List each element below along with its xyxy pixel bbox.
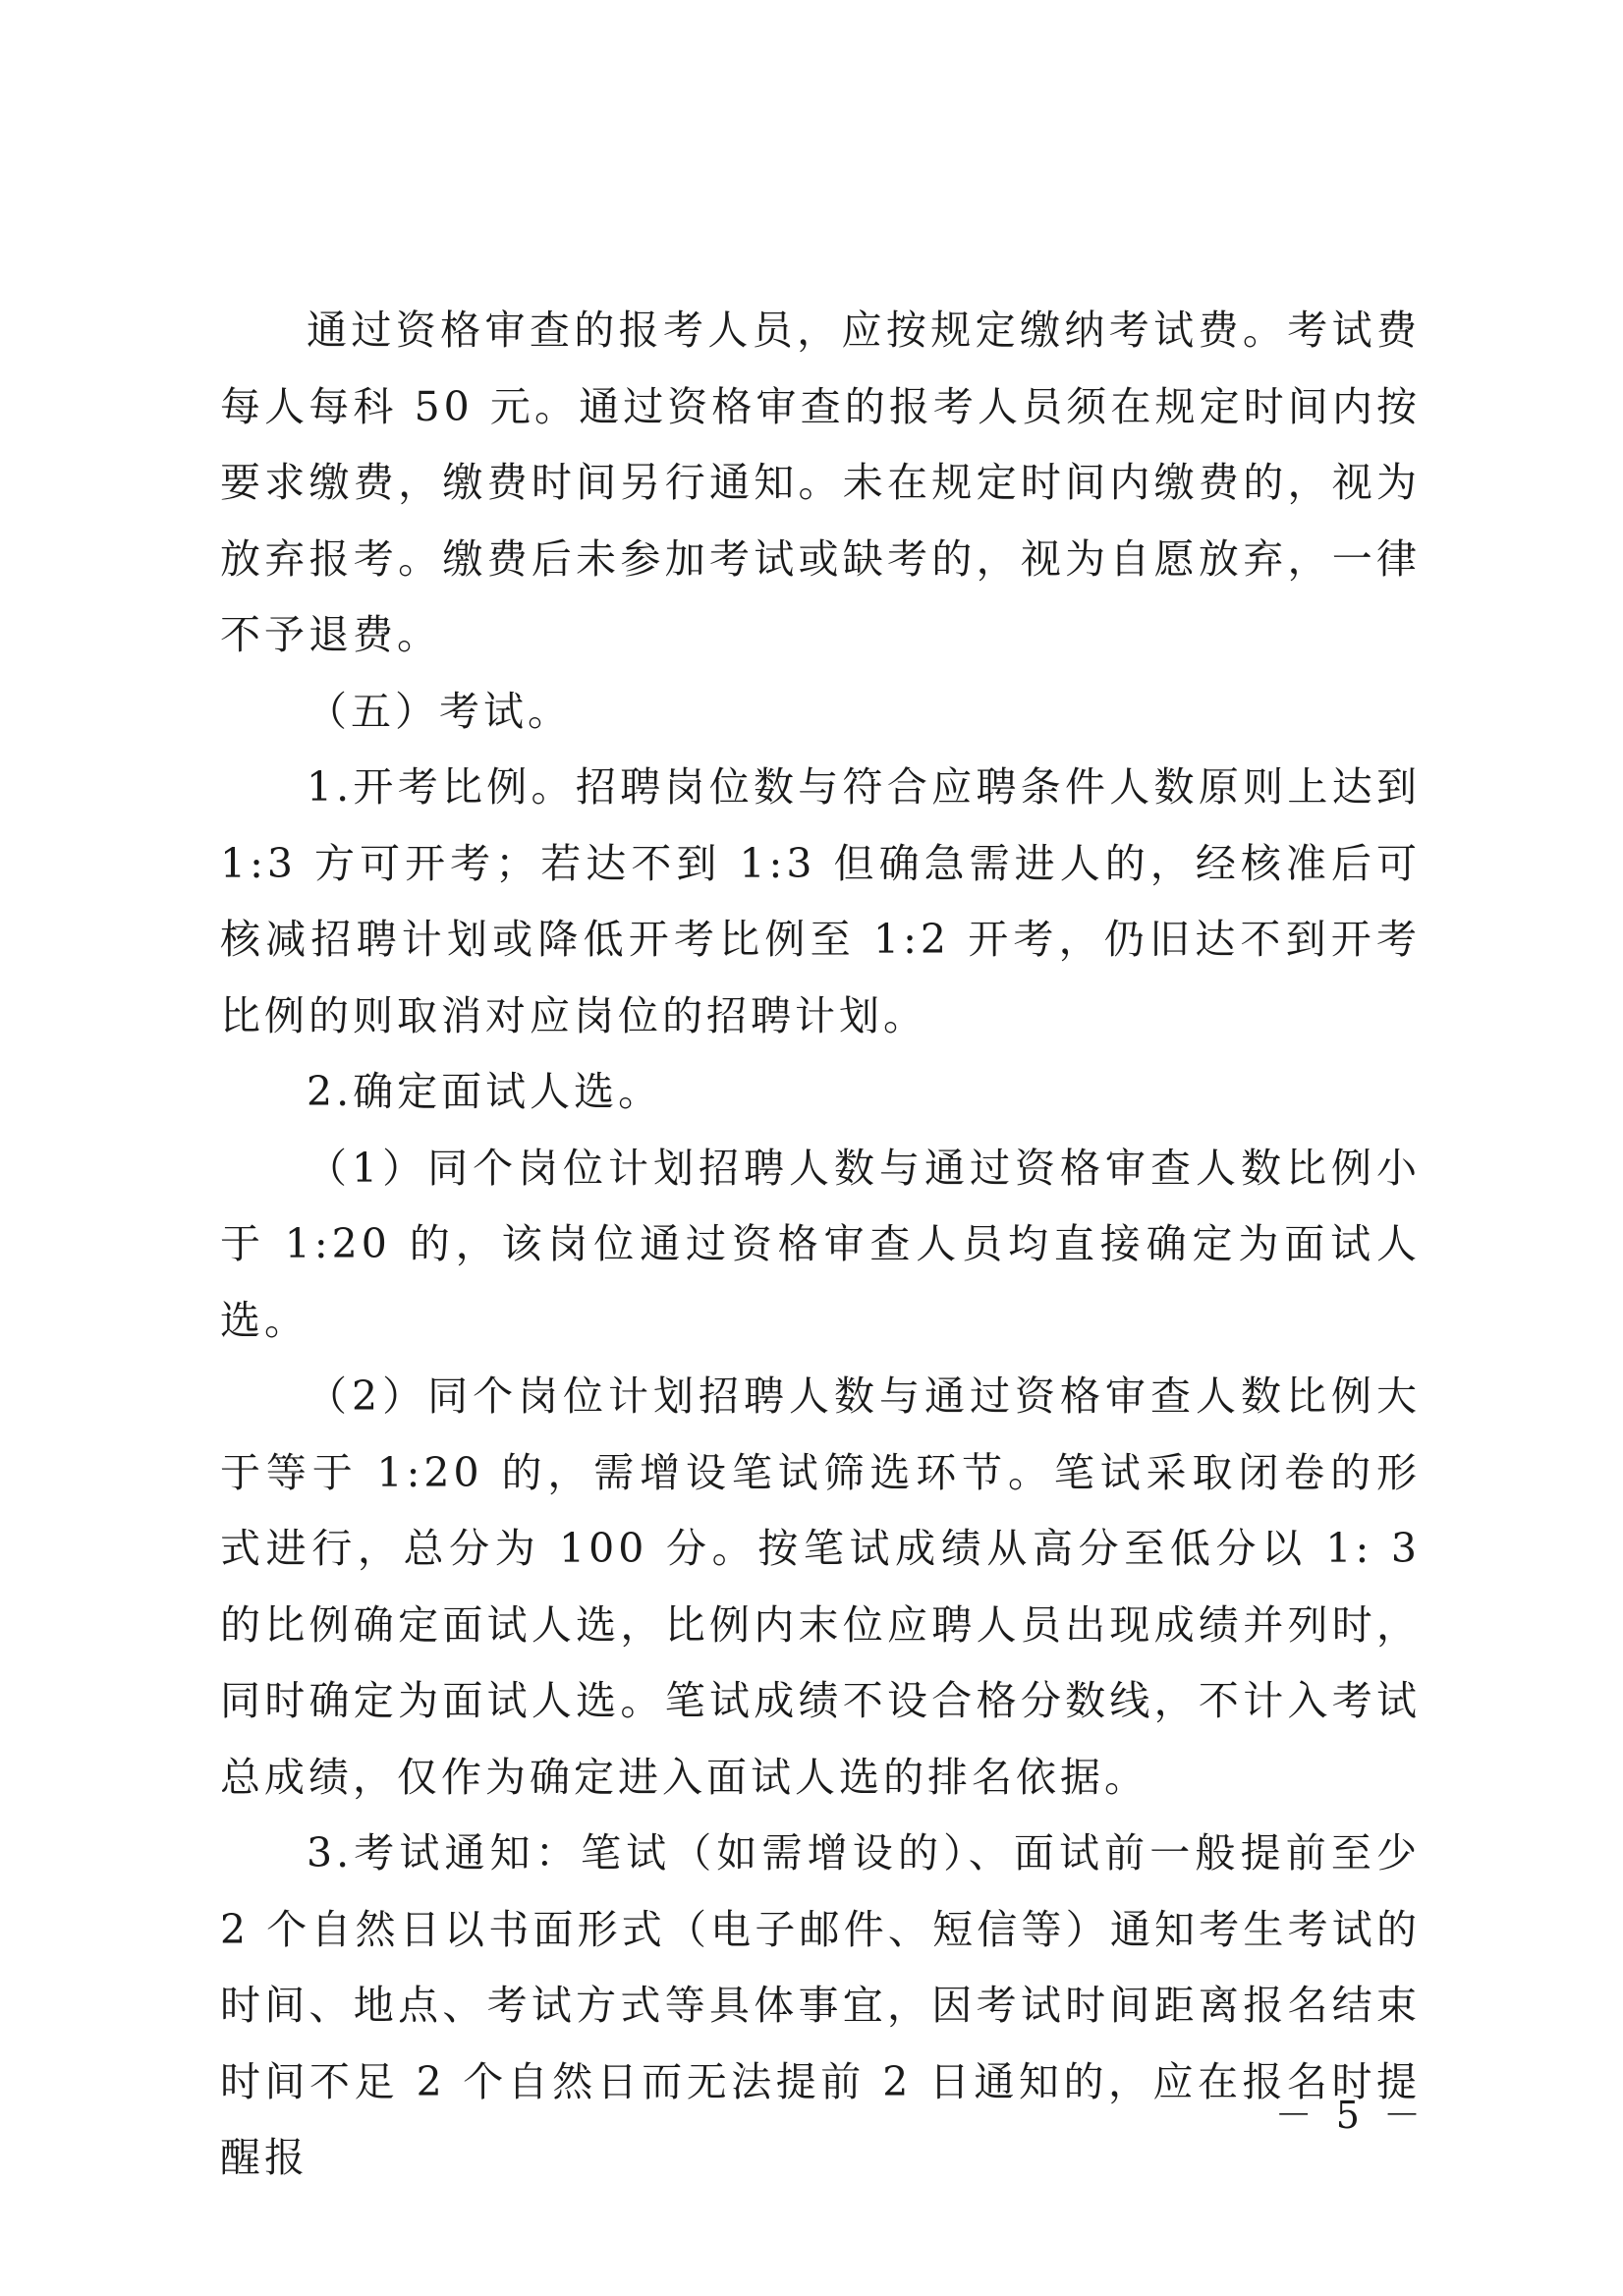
paragraph-interview-selection-heading: 2.确定面试人选。: [307, 1068, 663, 1115]
document-body: [220, 293, 1421, 2197]
section-heading-exam: （五）考试。: [307, 687, 572, 735]
paragraph-opening-ratio: 1.开考比例。招聘岗位数与符合应聘条件人数原则上达到 1:3 方可开考；若达不到 1:3 但确急需进人的，经核准后可核减招聘计划或降低开考比例至 1:2 开考，仍旧达不到开考比例的则取消对应岗位的招聘计划。: [220, 763, 1421, 1039]
paragraph-exam-notice: 3.考试通知：笔试（如需增设的）、面试前一般提前至少 2 个自然日以书面形式（电子邮件、短信等）通知考生考试的时间、地点、考试方式等具体事宜，因考试时间距离报名结束时间不足 2 个自然日而无法提前 2 日通知的，应在报名时提醒报: [220, 1829, 1421, 2181]
paragraph-ratio-below: （1）同个岗位计划招聘人数与通过资格审查人数比例小于 1:20 的，该岗位通过资格审查人员均直接确定为面试人选。: [220, 1144, 1421, 1344]
paragraph-exam-fee: 通过资格审查的报考人员，应按规定缴纳考试费。考试费每人每科 50 元。通过资格审查的报考人员须在规定时间内按要求缴费，缴费时间另行通知。未在规定时间内缴费的，视为放弃报考。缴费后未参加考试或缺考的，视为自愿放弃，一律不予退费。: [220, 307, 1421, 658]
paragraph-ratio-above: （2）同个岗位计划招聘人数与通过资格审查人数比例大于等于 1:20 的，需增设笔试筛选环节。笔试采取闭卷的形式进行，总分为 100 分。按笔试成绩从高分至低分以 1: 3 的比例确定面试人选，比例内末位应聘人员出现成绩并列时，同时确定为面试人选。笔试成绩不设合格分数线，不计入考试总成绩，仅作为确定进入面试人选的排名依据。: [220, 1372, 1421, 1801]
page-number: － 5 －: [1274, 2094, 1427, 2137]
